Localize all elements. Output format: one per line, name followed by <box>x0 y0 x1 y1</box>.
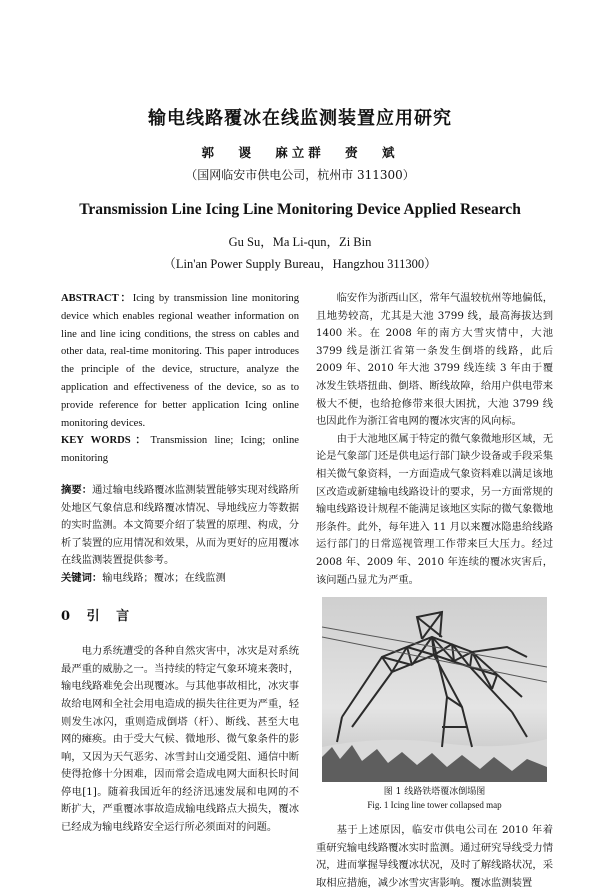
keywords-cn-text: 输电线路；覆冰；在线监测 <box>102 571 226 584</box>
affiliation-en: （Lin'an Power Supply Bureau，Hangzhou 311300） <box>163 257 437 271</box>
abstract-cn-label: 摘要： <box>61 483 93 496</box>
authors-cn: 郭 谡 麻立群 赍 斌 <box>201 145 399 160</box>
figure-caption-cn: 图 1 线路铁塔覆冰倒塌图 <box>383 787 486 798</box>
affiliation-cn: （国网临安市供电公司，杭州市 311300） <box>185 168 415 182</box>
keywords-en-text: Transmission line; Icing; online monitoring <box>61 435 299 465</box>
abstract-en <box>61 290 299 432</box>
intro-paragraph: 电力系统遭受的各种自然灾害中，冰灾是对系统最严重的威胁之一。当持续的特定气象环境来袭时，输电线路难免会出现覆冰。与其他事故相比，冰灾事故给电网和全社会用电造成的损失往往更为严重，轻则发生冰闪，重则造成倒塔（杆）、断线、甚至大电网的瘫痪。由于受大气候、微地形、微气象条件的影响，又因为天气恶劣、冰雪封山交通受阻、通信中断使得抢修十分困难，因而常会造成电网大面积长时间停电[1]。随着我国近年的经济迅速发展和电网的不断扩大，严重覆冰事故造成输电线路点大损失，覆冰已经成为输电线路安全运行所必须面对的问题。 <box>61 645 299 834</box>
keywords-cn <box>61 570 299 588</box>
abstract-cn-text: 通过输电线路覆冰监测装置能够实现对线路所处地区气象信息和线路覆冰情况、导地线应力等数据的实时监测。本文简要介绍了装置的原理、构成，分析了装置的应用情况和效果，从而为更好的应用覆冰在线监测装置提供参考。 <box>61 483 300 567</box>
paper-title-cn: 输电线路覆冰在线监测装置应用研究 <box>148 108 452 129</box>
abstract-en-label: ABSTRACT： <box>61 293 133 304</box>
paper-title-en: Transmission Line Icing Line Monitoring Device Applied Research <box>79 201 521 218</box>
keywords-cn-label: 关键词： <box>61 571 103 584</box>
right-paragraph-3: 基于上述原因，临安市供电公司在 2010 年着重研究输电线路覆冰实时监测。通过研究导线受力情况，进而掌握导线覆冰状况，及时了解线路状况，采取相应措施，减少冰雪灾害影响。覆冰监测装置 <box>316 824 553 889</box>
figure-caption-en: Fig. 1 Icing line tower collapsed map <box>367 800 502 811</box>
abstract-cn <box>61 482 299 570</box>
section-heading-intro: 0 引 言 <box>61 608 136 624</box>
keywords-en <box>61 432 299 468</box>
left-column <box>61 290 299 837</box>
right-column <box>316 290 553 892</box>
keywords-en-label: KEY WORDS： <box>61 435 151 447</box>
authors-en: Gu Su，Ma Li-qun，Zi Bin <box>228 235 372 249</box>
right-paragraph-2: 由于大池地区属于特定的微气象微地形区域，无论是气象部门还是供电运行部门缺少设备或手段采集相关微气象资料，一方面造成气象资料难以满足该地区改造或新建输电线路设计的要求，另一方面常规的输电线路设计规程不能满足该地区实际的微气象微地形条件。此外，每年进入 11 月以来覆冰隐患给线路运行部门的日常巡视管理工作带来巨大压力。经过 2008 年、2009 年、2010 年连续的覆冰灾害后，该问题凸显尤为严重。 <box>316 432 553 586</box>
abstract-en-text: Icing by transmission line monitoring device which enables regional weather information on line and line icing conditions, the stress on cables and other data, real-time monitoring. This paper introduces the principle of the device, structure, analyze the application and effectiveness of the device, so as to provide reference for better application Icing online monitoring devices. <box>61 293 299 429</box>
collapsed-tower-photo <box>322 597 547 782</box>
spacer <box>61 468 299 482</box>
right-paragraph-1: 临安作为浙西山区，常年气温较杭州等地偏低，且地势较高，尤其是大池 3799 线，最高海拔达到 1400 米。在 2008 年的南方大雪灾情中，大池 3799 线是浙江省第一条发生倒塔的线路，此后 2009 年、2010 年大池 3799 线连续 3 年由于覆冰发生铁塔扭曲、倒塔、断线故障，给用户供电带来极大不便，也给抢修带来很大困扰，大池 3799 线也因此作为浙江省电网的覆冰灾害的风向标。 <box>316 292 553 428</box>
